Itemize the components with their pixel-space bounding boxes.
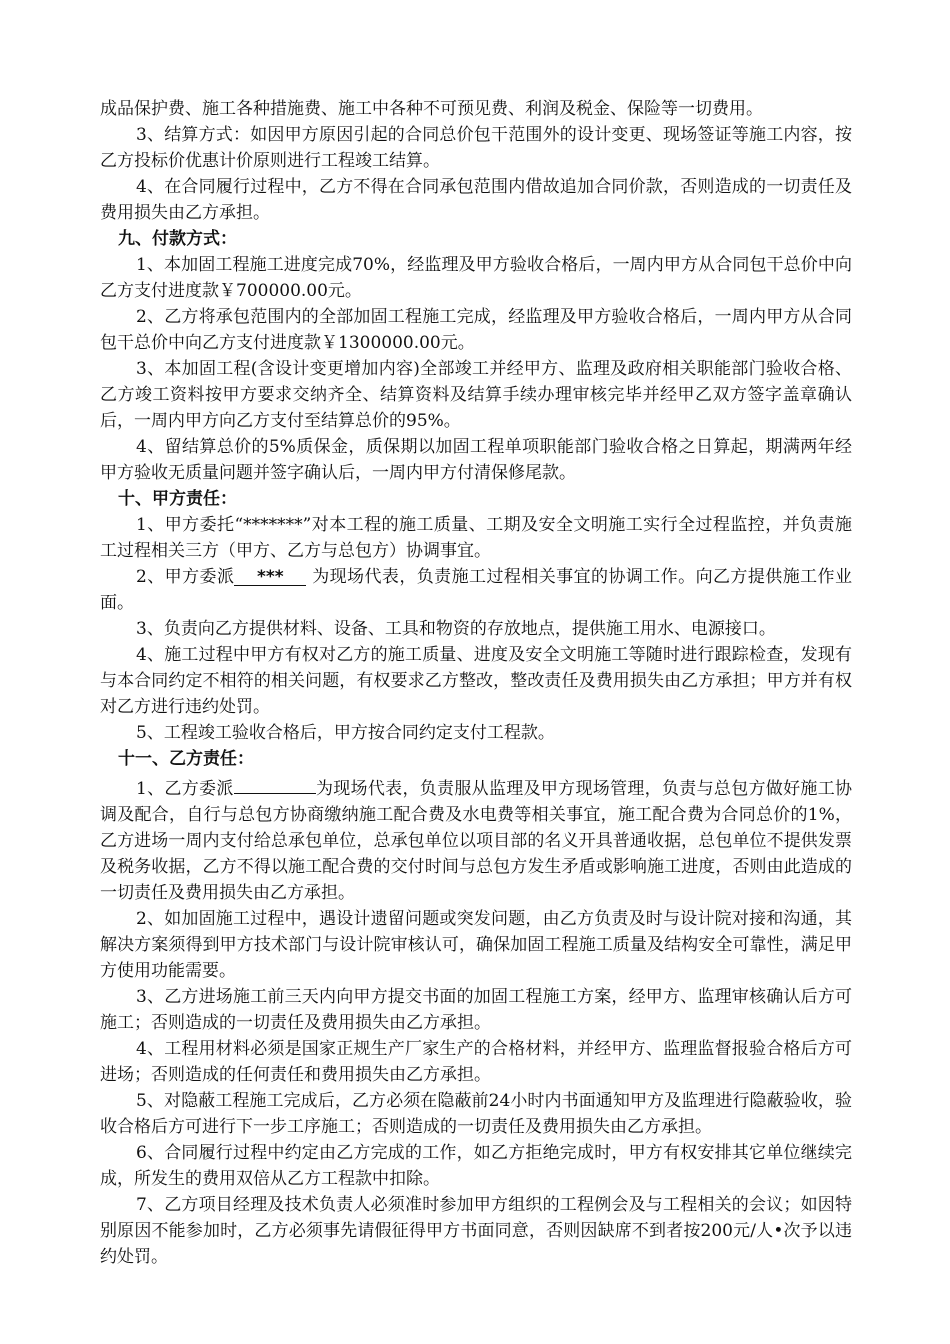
paragraph-10-1: 1、甲方委托“*******”对本工程的施工质量、工期及安全文明施工实行全过程监控，并负责施工过程相关三方（甲方、乙方与总包方）协调事宜。: [100, 515, 852, 561]
section-heading-11: 十一、乙方责任：: [118, 749, 254, 769]
paragraph-9-4: 4、留结算总价的5%质保金，质保期以加固工程单项职能部门验收合格之日算起，期满两年经甲方验收无质量问题并签字确认后，一周内甲方付清保修尾款。: [100, 437, 852, 483]
paragraph-9-2: 2、乙方将承包范围内的全部加固工程施工完成，经监理及甲方验收合格后，一周内甲方从合同包干总价中向乙方支付进度款￥1300000.00元。: [100, 307, 852, 353]
paragraph-11-5: 5、对隐蔽工程施工完成后，乙方必须在隐蔽前24小时内书面通知甲方及监理进行隐蔽验收，验收合格后方可进行下一步工序施工；否则造成的一切责任及费用损失由乙方承担。: [100, 1091, 852, 1137]
paragraph-10-2-suffix: 为现场代表，负责施工过程相关事宜的协调工作。向乙方提供施工作业面。: [100, 567, 852, 613]
paragraph-10-5: 5、工程竣工验收合格后，甲方按合同约定支付工程款。: [136, 723, 555, 743]
paragraph-continuation: 成品保护费、施工各种措施费、施工中各种不可预见费、利润及税金、保险等一切费用。: [100, 99, 763, 119]
representative-name-field: ***: [234, 564, 306, 586]
paragraph-11-1-suffix: 为现场代表，负责服从监理及甲方现场管理，负责与总包方做好施工协调及配合，自行与总包方协商缴纳施工配合费及水电费等相关事宜，施工配合费为合同总价的1%，乙方进场一周内支付给总承包单位，总承包单位以项目部的名义开具普通收据，总包单位不提供发票及税务收据，乙方不得以施工配合费的交付时间与总包方发生矛盾或影响施工进度，否则由此造成的一切责任及费用损失由乙方承担。: [100, 779, 852, 903]
paragraph-11-3: 3、乙方进场施工前三天内向甲方提交书面的加固工程施工方案，经甲方、监理审核确认后方可施工；否则造成的一切责任及费用损失由乙方承担。: [100, 987, 852, 1033]
paragraph-9-1: 1、本加固工程施工进度完成70%，经监理及甲方验收合格后，一周内甲方从合同包干总价中向乙方支付进度款￥700000.00元。: [100, 255, 852, 301]
paragraph-10-3: 3、负责向乙方提供材料、设备、工具和物资的存放地点，提供施工用水、电源接口。: [136, 619, 776, 639]
paragraph-11-1: [100, 772, 852, 906]
representative-blank-field: [234, 772, 316, 794]
section-heading-9: 九、付款方式：: [118, 229, 237, 249]
paragraph-11-7: 7、乙方项目经理及技术负责人必须准时参加甲方组织的工程例会及与工程相关的会议；如因特别原因不能参加时，乙方必须事先请假征得甲方书面同意，否则因缺席不到者按200元/人•次予以违约处罚。: [100, 1195, 852, 1267]
paragraph-11-1-prefix: 1、乙方委派: [136, 779, 234, 799]
paragraph-10-4: 4、施工过程中甲方有权对乙方的施工质量、进度及安全文明施工等随时进行跟踪检查，发现有与本合同约定不相符的相关问题，有权要求乙方整改，整改责任及费用损失由乙方承担；甲方并有权对乙方进行违约处罚。: [100, 645, 852, 717]
paragraph-10-2-prefix: 2、甲方委派: [136, 567, 235, 587]
paragraph-11-6: 6、合同履行过程中约定由乙方完成的工作，如乙方拒绝完成时，甲方有权安排其它单位继续完成，所发生的费用双倍从乙方工程款中扣除。: [100, 1143, 852, 1189]
paragraph-10-2: [100, 564, 852, 616]
paragraph-11-4: 4、工程用材料必须是国家正规生产厂家生产的合格材料，并经甲方、监理监督报验合格后方可进场；否则造成的任何责任和费用损失由乙方承担。: [100, 1039, 852, 1085]
section-heading-10: 十、甲方责任：: [118, 489, 237, 509]
document-page: [100, 96, 852, 1270]
paragraph-11-2: 2、如加固施工过程中，遇设计遗留问题或突发问题，由乙方负责及时与设计院对接和沟通，其解决方案须得到甲方技术部门与设计院审核认可，确保加固工程施工质量及结构安全可靠性，满足甲方使用功能需要。: [100, 909, 852, 981]
paragraph-8-4: 4、在合同履行过程中，乙方不得在合同承包范围内借故追加合同价款，否则造成的一切责任及费用损失由乙方承担。: [100, 177, 852, 223]
paragraph-9-3: 3、本加固工程(含设计变更增加内容)全部竣工并经甲方、监理及政府相关职能部门验收合格、乙方竣工资料按甲方要求交纳齐全、结算资料及结算手续办理审核完毕并经甲乙双方签字盖章确认后，一周内甲方向乙方支付至结算总价的95%。: [100, 359, 852, 431]
paragraph-8-3: 3、结算方式：如因甲方原因引起的合同总价包干范围外的设计变更、现场签证等施工内容，按乙方投标价优惠计价原则进行工程竣工结算。: [100, 125, 852, 171]
